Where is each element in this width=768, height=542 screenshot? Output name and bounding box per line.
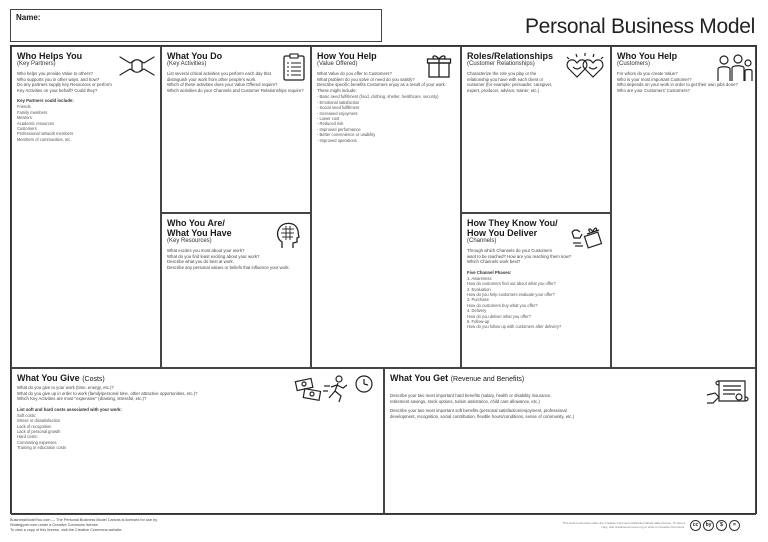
costs-list-title: List soft and hard costs associated with your work: [17, 406, 122, 412]
value-title: How You Help [317, 51, 377, 61]
list-item: Soft costs: [17, 412, 37, 418]
canvas [10, 45, 757, 514]
value-body-1: What Value do you offer to Customers? [317, 71, 392, 76]
customers-body-4: Who are your Customers' Customers? [617, 87, 690, 93]
relationships-subtitle: (Customer Relationships) [467, 61, 535, 67]
customers-body-2: Who is your most important Customer? [617, 76, 692, 82]
activities-body-1: List several critical activities you perform each day that [167, 71, 271, 76]
relationships-body-4: expert, producer, advisor, trainer, etc.) [467, 87, 540, 93]
channels-subtitle: (Channels) [467, 238, 497, 244]
channels-body-2: want to be reached? How are you reaching them now? [467, 253, 572, 259]
running-money-clock-icon [294, 374, 378, 404]
footer-line-2: Strategyzer.com under a Creative Commons license. [10, 523, 99, 527]
channels-title-line1: How They Know You/ [467, 218, 558, 228]
list-item: - Improved operations [317, 137, 357, 143]
smiling-hearts-icon [564, 51, 606, 83]
cell-customer-relationships [461, 46, 611, 213]
resources-title-line1: Who You Are/ [167, 218, 225, 228]
list-item: Customers [17, 126, 37, 131]
list-item: - Improved performance [317, 126, 361, 132]
list-item: - Emotional satisfaction [317, 99, 360, 105]
list-item: Professional network members [17, 131, 74, 137]
resources-title-line2: What You Have [167, 228, 232, 238]
footer-attribution [10, 518, 200, 533]
list-item: Academic resources [17, 120, 55, 126]
noncommercial-icon: $ [716, 520, 727, 531]
resources-subtitle: (Key Resources) [167, 238, 212, 244]
activities-body-2: distinguish your work from other people's work. [167, 76, 257, 82]
cell-value-offered [311, 46, 461, 368]
revenue-body2-line1: Describe your two most important soft benefits (personal satisfaction/enjoyment, professional [390, 408, 567, 414]
activities-subtitle: (Key Activities) [167, 61, 207, 67]
footer-line-3: To view a copy of this license, visit the Creative Commons website. [10, 528, 123, 532]
resources-body-2: What do you find least exciting about your work? [167, 253, 260, 259]
name-label: Name: [16, 13, 41, 22]
list-item: Lack of personal growth [17, 429, 61, 434]
list-item: Friends [17, 104, 31, 110]
cc-license-icons[interactable] [690, 520, 740, 531]
relationships-body-1: Characterize the role you play or the [467, 71, 537, 76]
partners-body-4: Key Activities on your behalf? Could they? [17, 87, 98, 93]
customers-body-3: Who depends on your work in order to get their own jobs done? [617, 82, 738, 88]
revenue-body2-line2: development, recognition, social contribution, flexible hours/conditions, sense of community, etc.) [390, 413, 575, 419]
list-item: Stress or dissatisfaction [17, 418, 61, 424]
list-item: Mentors [17, 115, 32, 121]
clipboard-checklist-icon [282, 53, 306, 81]
list-item: How do you deliver what you offer? [467, 313, 531, 319]
customers-body-1: For whom do you create Value? [617, 71, 678, 76]
list-item: - Increased enjoyment [317, 110, 358, 116]
channels-body-1: Through which Channels do your Customers [467, 248, 553, 253]
resources-body-1: What excites you most about your work? [167, 248, 245, 253]
value-body-3: Describe specific benefits Customers enjoy as a result of your work. [317, 82, 446, 88]
value-body-4: These might include: [317, 87, 357, 93]
delivery-gift-icon [570, 224, 604, 250]
partners-body-3: Do any partners supply key Resources or perform [17, 82, 112, 88]
channels-list-title: Five Channel Phases: [467, 269, 512, 275]
costs-subtitle: (Costs) [82, 376, 105, 383]
list-item: Hard costs: [17, 434, 38, 440]
relationships-body-2: relationship you have with each client or [467, 76, 544, 82]
partners-body-2: Who supports you in other ways, and how? [17, 76, 100, 82]
attribution-icon: by [703, 520, 714, 531]
cell-key-partners [11, 46, 161, 368]
certificate-icon [705, 375, 751, 407]
value-subtitle: (Value Offered) [317, 61, 358, 67]
footer-license-text: This work is licensed under the Creative Commons Attribution-Share Alike license. To view a copy, visit creativecommons.org or write to Creative Commons. [562, 521, 685, 529]
list-item: How do you follow up with customers after delivery? [467, 324, 562, 330]
cell-revenue [384, 368, 756, 515]
customers-subtitle: (Customers) [617, 61, 651, 67]
list-item: 3. Purchase [467, 297, 489, 303]
activities-body-3: Which of these activities does your Value Offered require? [167, 82, 278, 88]
revenue-title: What You Get [390, 373, 449, 383]
activities-body-4: Which activities do your Channels and Customer Relationships require? [167, 87, 304, 93]
list-item: - Reduced risk [317, 121, 344, 127]
list-item: 2. Evaluation [467, 286, 491, 292]
list-item: How do customers buy what you offer? [467, 302, 538, 308]
list-item: Commuting expenses [17, 439, 57, 445]
linked-hands-icon [116, 51, 158, 81]
list-item: Training or education costs [17, 445, 66, 451]
list-item: - Better convenience or usability [317, 132, 376, 138]
cell-key-activities [161, 46, 311, 213]
value-body-2: What problem do you solve or need do you satisfy? [317, 76, 415, 82]
activities-title: What You Do [167, 51, 223, 61]
costs-body-1: What do you give to your work (time, energy, etc.)? [17, 385, 114, 390]
customers-title: Who You Help [617, 51, 678, 61]
head-profile-icon [274, 220, 302, 250]
list-item: How do you help customers evaluate your offer? [467, 292, 555, 297]
channels-body-3: Which Channels work best? [467, 259, 521, 265]
channels-title-line2: How You Deliver [467, 228, 538, 238]
partners-body-1: Who helps you provide Value to others? [17, 71, 93, 76]
costs-body-3: Which Key Activities are most "expensive" (draining, stressful, etc.)? [17, 396, 147, 402]
cell-channels [461, 213, 611, 368]
list-item: 1. Awareness [467, 275, 492, 281]
list-item: 5. Follow-up [467, 319, 490, 325]
partners-title: Who Helps You [17, 51, 83, 61]
list-item: - Basic need fulfillment (food, clothing, shelter, healthcare, security) [317, 94, 439, 100]
list-item: Family members [17, 109, 48, 115]
list-item: - Lower cost [317, 116, 340, 121]
costs-title: What You Give [17, 373, 80, 383]
cell-costs [11, 368, 384, 515]
list-item: Members of communities, etc. [17, 136, 72, 142]
revenue-subtitle: (Revenue and Benefits) [450, 376, 525, 383]
cc-icon: cc [690, 520, 701, 531]
footer-line-1: BusinessModelYou.com — The Personal Business Model Canvas is licensed for use by [10, 518, 158, 522]
resources-body-3: Describe what you do best at work. [167, 259, 234, 265]
costs-body-2: What do you give up in order to work (family/personal time, other attractive opportunities, etc.)? [17, 390, 198, 396]
relationships-title: Roles/Relationships [467, 51, 554, 61]
list-item: Lack of recognition [17, 423, 52, 429]
list-item: 4. Delivery [467, 308, 487, 314]
relationships-body-3: customer (for example: persuader, caregiver, [467, 82, 553, 88]
gift-box-icon [426, 53, 452, 79]
revenue-body1-line2: retirement savings, stock options, tuition assistance, child care allowance, etc.) [390, 398, 540, 404]
cell-key-resources [161, 213, 311, 368]
page-title: Personal Business Model [524, 15, 755, 38]
resources-body-4: Describe any personal values or beliefs that influence your work. [167, 264, 290, 270]
name-box[interactable] [10, 9, 382, 42]
people-group-icon [714, 53, 754, 83]
list-item: - Social need fulfillment [317, 105, 360, 111]
sharealike-icon: = [729, 520, 740, 531]
partners-subtitle: (Key Partners) [17, 61, 56, 67]
partners-list-title: Key Partners could include: [17, 98, 74, 104]
list-item: How do customers find out about what you offer? [467, 281, 556, 287]
cell-customers [611, 46, 756, 368]
revenue-body1-line1: Describe your two most important hard benefits (salary, health or disability insurance, [390, 393, 552, 398]
